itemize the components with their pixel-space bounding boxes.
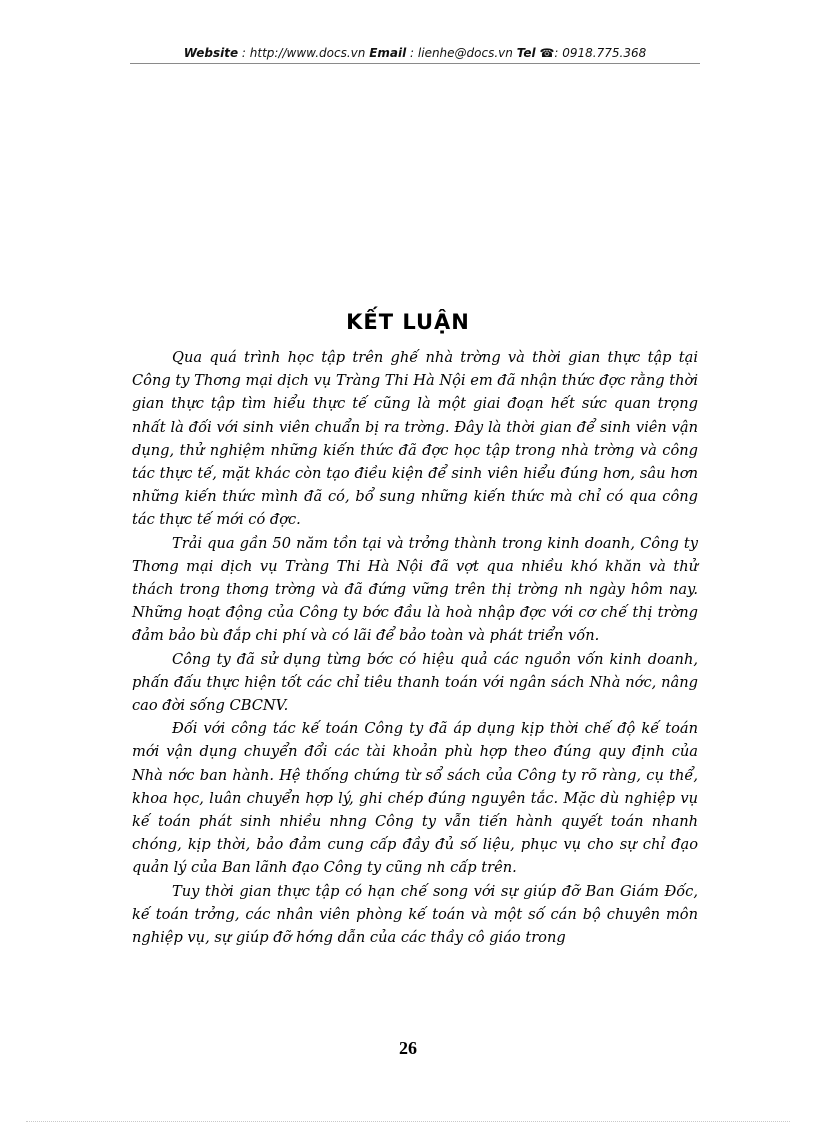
page-number: 26	[399, 1038, 417, 1058]
document-body	[132, 346, 698, 949]
email-value: : lienhe@docs.vn	[410, 46, 513, 60]
email-label: Email	[369, 46, 407, 60]
paragraph: Công ty đã sử dụng từng bớc có hiệu quả các nguồn vốn kinh doanh, phấn đấu thực hiện tốt các chỉ tiêu thanh toán với ngân sách Nhà nớc, nâng cao đời sống CBCNV.	[132, 650, 698, 715]
paragraph: Qua quá trình học tập trên ghế nhà trờng và thời gian thực tập tại Công ty Thơng mại dịch vụ Tràng Thi Hà Nội em đã nhận thức đợc rằng thời gian thực tập tìm hiểu thực tế cũng là một giai đoạn hết sức quan trọng nhất là đối với sinh viên chuẩn bị ra trờng. Đây là thời gian để sinh viên vận dụng, thử nghiệm những kiến thức đã đợc học tập trong nhà trờng và công tác thực tế, mặt khác còn tạo điều kiện để sinh viên hiểu đúng hơn, sâu hơn những kiến thức mình đã có, bổ sung những kiến thức mà chỉ có qua công tác thực tế mới có đợc.	[132, 349, 698, 529]
tel-value: : 0918.775.368	[554, 46, 647, 60]
paragraph: Trải qua gần 50 năm tồn tại và trởng thành trong kinh doanh, Công ty Thơng mại dịch vụ Tràng Thi Hà Nội đã vợt qua nhiều khó khăn và thử thách trong thơng trờng và đã đứng vững trên thị trờng nh ngày hôm nay. Những hoạt động của Công ty bớc đầu là hoà nhập đợc với cơ chế thị trờng đảm bảo bù đắp chi phí và có lãi để bảo toàn và phát triển vốn.	[132, 534, 698, 645]
website-label: Website	[183, 46, 239, 60]
footer-divider	[26, 1121, 790, 1122]
website-value: : http://www.docs.vn	[241, 46, 366, 60]
paragraph: Đối với công tác kế toán Công ty đã áp dụng kịp thời chế độ kế toán mới vận dụng chuyển đổi các tài khoản phù hợp theo đúng quy định của Nhà nớc ban hành. Hệ thống chứng từ sổ sách của Công ty rõ ràng, cụ thể, khoa học, luân chuyển hợp lý, ghi chép đúng nguyên tắc. Mặc dù nghiệp vụ kế toán phát sinh nhiều nhng Công ty vẫn tiến hành quyết toán nhanh chóng, kịp thời, bảo đảm cung cấp đầy đủ số liệu, phục vụ cho sự chỉ đạo quản lý của Ban lãnh đạo Công ty cũng nh cấp trên.	[132, 720, 698, 877]
tel-label: Tel	[516, 46, 536, 60]
page-title: KẾT LUẬN	[346, 310, 470, 334]
paragraph: Tuy thời gian thực tập có hạn chế song với sự giúp đỡ Ban Giám Đốc, kế toán trởng, các nhân viên phòng kế toán và một số cán bộ chuyên môn nghiệp vụ, sự giúp đỡ hớng dẫn của các thầy cô giáo trong	[132, 882, 698, 947]
phone-icon: ☎	[539, 46, 555, 60]
page-header	[130, 46, 700, 64]
